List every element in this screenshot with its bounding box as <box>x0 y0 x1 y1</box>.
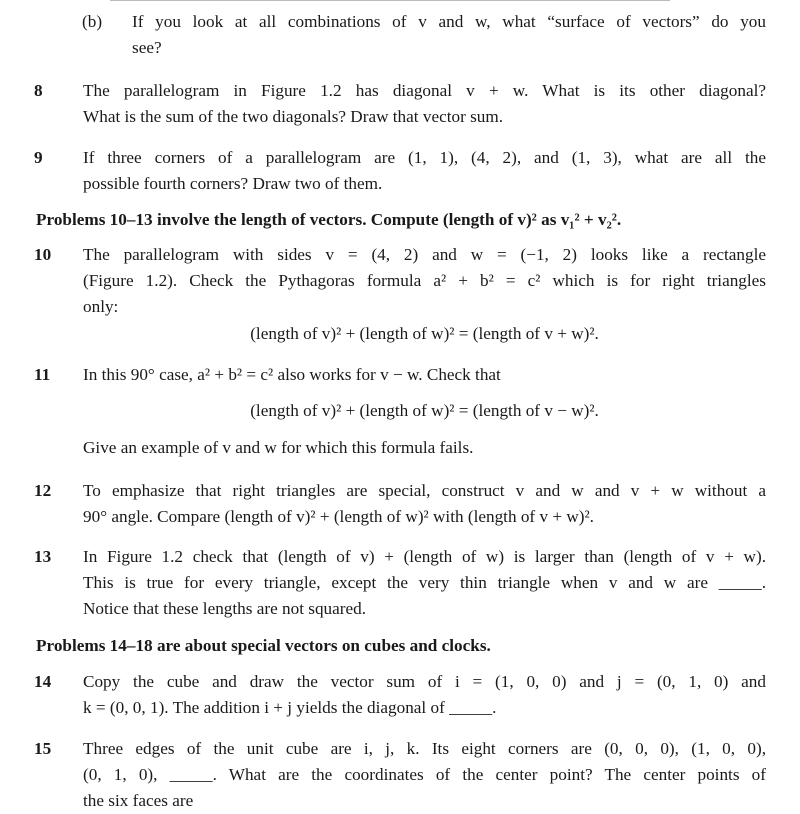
formula-display: (length of v)² + (length of w)² = (length of v + w)². <box>250 324 599 343</box>
problem-text <box>83 736 766 814</box>
problem-number: 12 <box>34 481 52 500</box>
text-line: (0, 1, 0), _____. What are the coordinates of the center point? The center points of <box>83 765 766 784</box>
problem-text <box>83 145 766 197</box>
text-line: 90° angle. Compare (length of v)² + (length of w)² with (length of v + w)². <box>83 507 594 526</box>
text-line: To emphasize that right triangles are special, construct v and w and v + w without a <box>83 481 766 500</box>
problem-number: (b) <box>82 12 103 31</box>
problem-text <box>83 544 766 622</box>
problem-text <box>83 478 766 530</box>
problem-number: 9 <box>34 148 43 167</box>
text-line: k = (0, 0, 1). The addition i + j yields the diagonal of _____. <box>83 698 497 717</box>
text-line: Notice that these lengths are not squared. <box>83 599 367 618</box>
text-line: In Figure 1.2 check that (length of v) + (length of w) is larger than (length of v + w). <box>83 547 766 566</box>
section-heading: Problems 14–18 are about special vectors on cubes and clocks. <box>36 636 491 655</box>
problem-number: 10 <box>34 245 52 264</box>
previous-text-edge <box>110 0 670 1</box>
text-line: The parallelogram in Figure 1.2 has diagonal v + w. What is its other diagonal? <box>83 81 766 100</box>
problem-number: 11 <box>34 365 51 384</box>
text-line: (Figure 1.2). Check the Pythagoras formula a² + b² = c² which is for right triangles <box>83 271 766 290</box>
problem-text <box>83 242 766 320</box>
problem-number: 8 <box>34 81 43 100</box>
text-line: the six faces are <box>83 791 194 810</box>
problem-number: 15 <box>34 739 52 758</box>
text-line: What is the sum of the two diagonals? Draw that vector sum. <box>83 107 504 126</box>
text-line: Copy the cube and draw the vector sum of i = (1, 0, 0) and j = (0, 1, 0) and <box>83 672 766 691</box>
text-line: only: <box>83 297 119 316</box>
text-line: If you look at all combinations of v and w, what “surface of vectors” do you <box>132 12 766 31</box>
section-heading: Problems 10–13 involve the length of vectors. Compute (length of v)² as v₁² + v₂². <box>36 210 622 229</box>
text-line: Three edges of the unit cube are i, j, k. Its eight corners are (0, 0, 0), (1, 0, 0), <box>83 739 766 758</box>
text-line: The parallelogram with sides v = (4, 2) and w = (−1, 2) looks like a rectangle <box>83 245 766 264</box>
text-line: see? <box>132 38 162 57</box>
text-line: If three corners of a parallelogram are (1, 1), (4, 2), and (1, 3), what are all the <box>83 148 766 167</box>
text-line: possible fourth corners? Draw two of them. <box>83 174 383 193</box>
problem-text <box>132 9 766 61</box>
problem-text <box>83 78 766 130</box>
problem-number: 14 <box>34 672 52 691</box>
problem-text <box>83 669 766 721</box>
follow-up-text: Give an example of v and w for which this formula fails. <box>83 438 474 457</box>
text-line: This is true for every triangle, except the very thin triangle when v and w are _____. <box>83 573 766 592</box>
problem-text <box>83 362 766 388</box>
formula-display: (length of v)² + (length of w)² = (length of v − w)². <box>250 401 599 420</box>
text-line: In this 90° case, a² + b² = c² also works for v − w. Check that <box>83 365 501 384</box>
problem-number: 13 <box>34 547 52 566</box>
